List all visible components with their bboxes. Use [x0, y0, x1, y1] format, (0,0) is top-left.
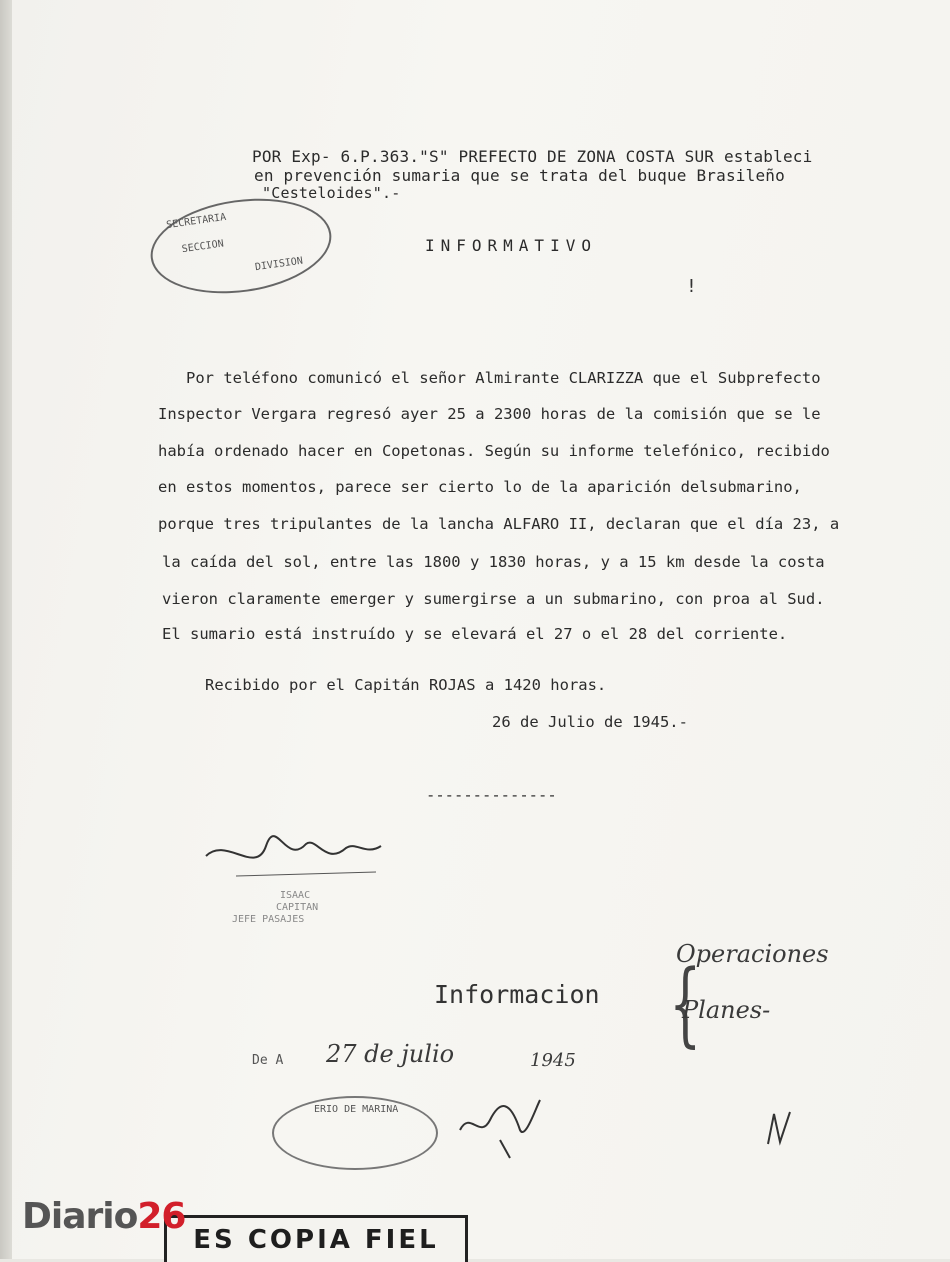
handwritten-operaciones: Operaciones [676, 940, 829, 968]
document-heading: INFORMATIVO [425, 236, 597, 255]
page-edge-shadow [0, 0, 12, 1259]
header-line-2: en prevención sumaria que se trata del buque Brasileño [254, 166, 785, 185]
handwritten-year: 1945 [530, 1050, 576, 1071]
handwritten-date: 27 de julio [326, 1040, 455, 1068]
ministerio-stamp [272, 1096, 438, 1170]
logo-number: 26 [137, 1196, 186, 1237]
body-line-7: vieron claramente emerger y sumergirse a un submarino, con proa al Sud. [162, 590, 825, 608]
body-line-8: El sumario está instruído y se elevará el 27 o el 28 del corriente. [162, 625, 788, 643]
diario26-logo [22, 1196, 185, 1237]
body-line-3: había ordenado hacer en Copetonas. Según su informe telefónico, recibido [158, 442, 830, 460]
stamp-line-1: SECRETARIA [165, 211, 227, 232]
stamp-line-2: SECCION [181, 238, 225, 256]
signature-scribble-2 [450, 1090, 550, 1160]
logo-text: Diario [22, 1196, 138, 1237]
header-line-3: "Cesteloides".- [262, 184, 401, 202]
signature-name: ISAAC [280, 890, 311, 901]
signature-title: JEFE PASAJES [232, 914, 305, 925]
received-note: Recibido por el Capitán ROJAS a 1420 horas. [205, 676, 607, 694]
es-copia-fiel-stamp: ES COPIA FIEL [164, 1215, 468, 1262]
informacion-label: Informacion [434, 980, 600, 1009]
body-line-2: Inspector Vergara regresó ayer 25 a 2300 horas de la comisión que se le [158, 405, 821, 423]
handwritten-planes: Planes- [682, 996, 771, 1024]
initials-mark [760, 1104, 800, 1154]
brace-mark: { [669, 950, 702, 1057]
document-date: 26 de Julio de 1945.- [492, 713, 688, 731]
body-line-4: en estos momentos, parece ser cierto lo de la aparición delsubmarino, [158, 478, 802, 496]
separator-rule: -------------- [426, 786, 557, 804]
stamp-line-3: DIVISION [254, 255, 304, 274]
body-line-5: porque tres tripulantes de la lancha ALFARO II, declaran que el día 23, a [158, 515, 840, 533]
body-line-6: la caída del sol, entre las 1800 y 1830 horas, y a 15 km desde la costa [162, 553, 825, 571]
signature-rank: CAPITAN [276, 902, 319, 913]
margin-mark: ! [686, 276, 697, 297]
ministerio-stamp-text: ERIO DE MARINA [314, 1104, 399, 1115]
routing-de-label: De A [252, 1053, 284, 1068]
body-line-1: Por teléfono comunicó el señor Almirante CLARIZZA que el Subprefecto [186, 369, 821, 387]
signature-scribble [196, 826, 396, 886]
header-line-1: POR Exp- 6.P.363."S" PREFECTO DE ZONA COSTA SUR estableci [252, 147, 813, 166]
